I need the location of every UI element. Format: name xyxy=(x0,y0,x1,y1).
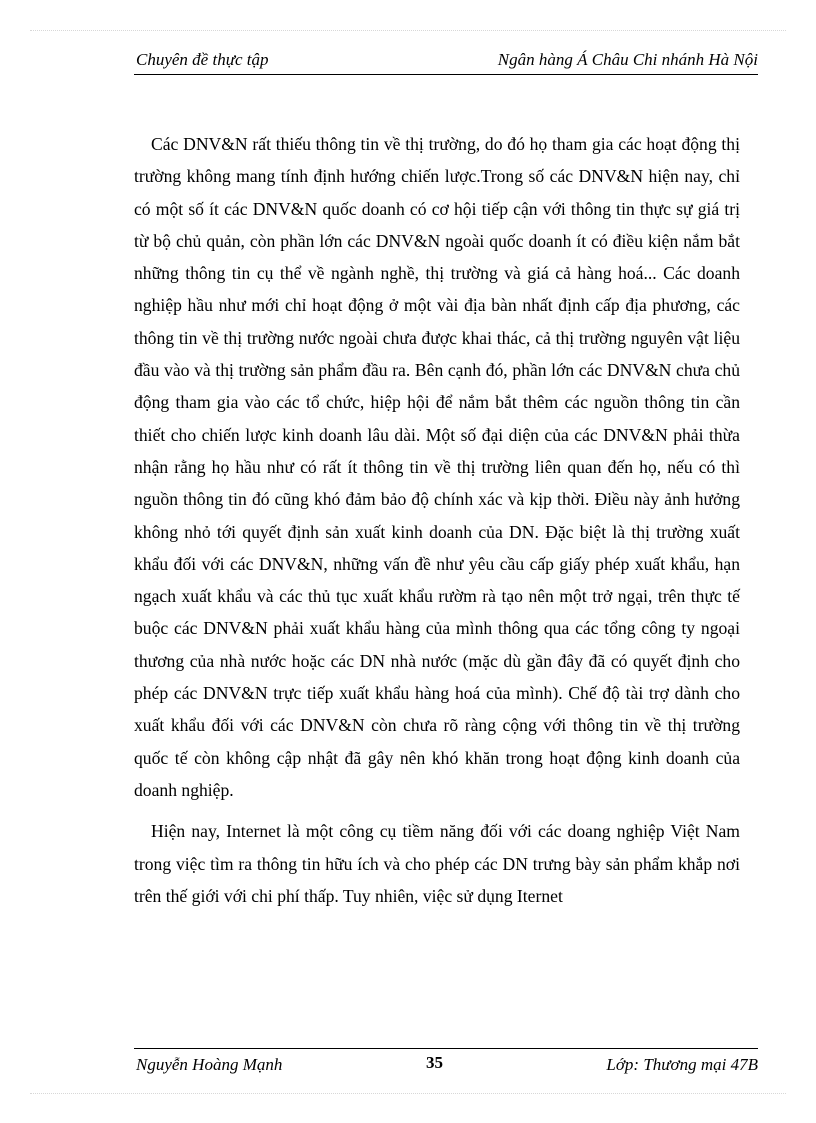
page-frame-bottom xyxy=(30,1093,786,1094)
document-body xyxy=(134,128,740,921)
page-footer xyxy=(134,1048,758,1079)
body-paragraph: Các DNV&N rất thiếu thông tin về thị trường, do đó họ tham gia các hoạt động thị trường không mang tính định hướng chiến lược.Trong số các DNV&N hiện nay, chỉ có một số ít các DNV&N quốc doanh có cơ hội tiếp cận với thông tin thực sự giá trị từ bộ chủ quản, còn phần lớn các DNV&N ngoài quốc doanh ít có điều kiện nắm bắt những thông tin cụ thể về ngành nghề, thị trường và giá cả hàng hoá... Các doanh nghiệp hầu như mới chỉ hoạt động ở một vài địa bàn nhất định cấp địa phương, các thông tin về thị trường nước ngoài chưa được khai thác, cả thị trường nguyên vật liệu đầu vào và thị trường sản phẩm đầu ra. Bên cạnh đó, phần lớn các DNV&N chưa chủ động tham gia vào các tổ chức, hiệp hội để nắm bắt thêm các nguồn thông tin cần thiết cho chiến lược kinh doanh lâu dài. Một số đại diện của các DNV&N phải thừa nhận rằng họ hầu như có rất ít thông tin về thị trường liên quan đến họ, nếu có thì nguồn thông tin đó cũng khó đảm bảo độ chính xác và kịp thời. Điều này ảnh hưởng không nhỏ tới quyết định sản xuất kinh doanh của DN. Đặc biệt là thị trường xuất khẩu đối với các DNV&N, những vấn đề như yêu cầu cấp giấy phép xuất khẩu, hạn ngạch xuất khẩu và các thủ tục xuất khẩu rườm rà tạo nên một trở ngại, trên thực tế buộc các DNV&N phải xuất khẩu hàng của mình thông qua các tổng công ty ngoại thương của nhà nước hoặc các DN nhà nước (mặc dù gần đây đã có quyết định cho phép các DNV&N trực tiếp xuất khẩu hàng hoá của mình). Chế độ tài trợ dành cho xuất khẩu đối với các DNV&N còn chưa rõ ràng cộng với thông tin về thị trường quốc tế còn không cập nhật đã gây nên khó khăn trong hoạt động kinh doanh của doanh nghiệp. xyxy=(134,134,740,800)
page-header xyxy=(134,48,758,75)
footer-class: Lớp: Thương mại 47B xyxy=(606,1055,758,1074)
footer-author: Nguyễn Hoàng Mạnh xyxy=(136,1055,283,1074)
header-document-title: Chuyên đề thực tập xyxy=(136,50,269,69)
body-paragraph: Hiện nay, Internet là một công cụ tiềm năng đối với các doang nghiệp Việt Nam trong việc tìm ra thông tin hữu ích và cho phép các DN trưng bày sản phẩm khắp nơi trên thế giới với chi phí thấp. Tuy nhiên, việc sử dụng Iternet xyxy=(134,821,740,906)
header-bank-branch: Ngân hàng Á Châu Chi nhánh Hà Nội xyxy=(497,50,758,69)
page-frame-top xyxy=(30,30,786,31)
page-number: 35 xyxy=(426,1053,443,1072)
